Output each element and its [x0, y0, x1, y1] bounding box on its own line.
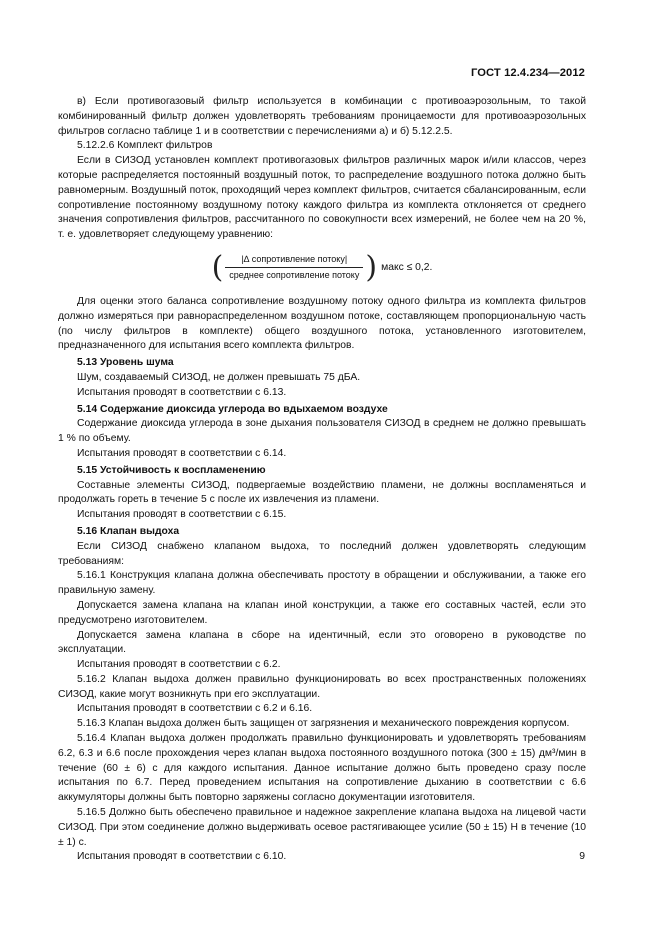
paragraph: Если в СИЗОД установлен комплект противогазовых фильтров различных марок и/или классов, через которые распределяется постоянный воздушный поток, то распределение воздушного потока должно быть равномерным. Воздушный поток, проходящий через комплект фильтров, считается сбалансированным, если сопротивление постоянному воздушному потоку каждого фильтра из комплекта отклоняется от среднего значения сопротивления фильтров, рассчитанного по совокупности всех измерений, не более чем на 20 %, т. е. удовлетворяет следующему уравнению:: [58, 155, 586, 241]
fraction-numerator: |∆ сопротивление потоку|: [241, 254, 348, 265]
paragraph: Шум, создаваемый СИЗОД, не должен превышать 75 дБА.: [77, 371, 361, 383]
paragraph: 5.16.5 Должно быть обеспечено правильное и надежное закрепление клапана выдоха на лицевой части СИЗОД. При этом соединение должно выдерживать осевое растягивающее усилие (50 ± 15) Н в течение (10 ± 1) с.: [58, 807, 586, 848]
paragraph: Испытания проводят в соответствии с 6.2 и 6.16.: [77, 703, 313, 715]
left-paren: (: [211, 249, 224, 285]
paragraph: Допускается замена клапана на клапан иной конструкции, а также его составных частей, если это предусмотрено изготовителем.: [58, 599, 586, 626]
paragraph: Составные элементы СИЗОД, подвергаемые воздействию пламени, не должны воспламеняться и продолжать гореть в течение 5 с после их извлечения из пламени.: [58, 479, 586, 506]
right-paren: ): [365, 249, 378, 285]
paragraph: Испытания проводят в соответствии с 6.14.: [77, 447, 287, 459]
document-body: [58, 95, 586, 865]
fraction-denominator: среднее сопротивление потоку: [229, 270, 360, 281]
paragraph: 5.16.1 Конструкция клапана должна обеспечивать простоту в обращении и обслуживании, а также его правильную замену.: [58, 570, 586, 597]
paragraph: Испытания проводят в соответствии с 6.10.: [77, 851, 287, 863]
section-heading: 5.14 Содержание диоксида углерода во вдыхаемом воздухе: [77, 403, 388, 415]
section-heading: 5.15 Устойчивость к воспламенению: [77, 464, 266, 476]
paragraph: Испытания проводят в соответствии с 6.2.: [77, 659, 281, 671]
fraction-bar: [225, 267, 363, 268]
balance-equation: [58, 251, 586, 285]
paragraph: Испытания проводят в соответствии с 6.15.: [77, 509, 287, 521]
document-id: ГОСТ 12.4.234—2012: [470, 67, 585, 79]
section-heading: 5.13 Уровень шума: [77, 357, 174, 369]
formula-condition: макс ≤ 0,2.: [381, 261, 433, 273]
paragraph: Допускается замена клапана в сборе на идентичный, если это оговорено в руководстве по эксплуатации.: [58, 629, 586, 656]
subsection-title: 5.12.2.6 Комплект фильтров: [77, 140, 213, 152]
paragraph: Содержание диоксида углерода в зоне дыхания пользователя СИЗОД в среднем не должно превышать 1 % по объему.: [58, 418, 586, 445]
fraction: [225, 254, 363, 281]
paragraph: Если СИЗОД снабжено клапаном выдоха, то последний должен удовлетворять следующим требованиям:: [58, 540, 586, 567]
paragraph: 5.16.3 Клапан выдоха должен быть защищен от загрязнения и механического повреждения корпусом.: [77, 718, 570, 730]
page-number: 9: [579, 851, 585, 862]
paragraph: в) Если противогазовый фильтр используется в комбинации с противоаэрозольным, то такой комбинированный фильтр должен удовлетворять требованиям проницаемости для противоаэрозольных фильтров согласно таблице 1 и в соответствии с перечислениями а) и б) 5.12.2.5.: [58, 96, 586, 137]
paragraph: Для оценки этого баланса сопротивление воздушному потоку одного фильтра из комплекта фильтров должно измеряться при равнораспределенном воздушном потоке, составляющем пропорциональную часть (по числу фильтров в комплекте) общего воздушного потока, установленного изготовителем, предназначенного для испытания всего комплекта фильтров.: [58, 295, 586, 352]
section-heading: 5.16 Клапан выдоха: [77, 525, 180, 537]
paragraph: 5.16.4 Клапан выдоха должен продолжать правильно функционировать и удовлетворять требованиям 6.2, 6.3 и 6.6 после прохождения через клапан выдоха постоянного воздушного потока (300 ± 15) дм³/мин в течение (60 ± 6) с для каждого испытания. Данное испытание должно быть проведено сразу после испытания по 6.7. Перед проведением испытания на сопротивление дыханию в соответствии с 6.6 аккумуляторы должны быть повторно заряжены согласно документации изготовителя.: [58, 733, 586, 804]
paragraph: 5.16.2 Клапан выдоха должен правильно функционировать во всех пространственных положениях СИЗОД, какие могут возникнуть при его эксплуатации.: [58, 673, 586, 700]
paragraph: Испытания проводят в соответствии с 6.13.: [77, 386, 287, 398]
